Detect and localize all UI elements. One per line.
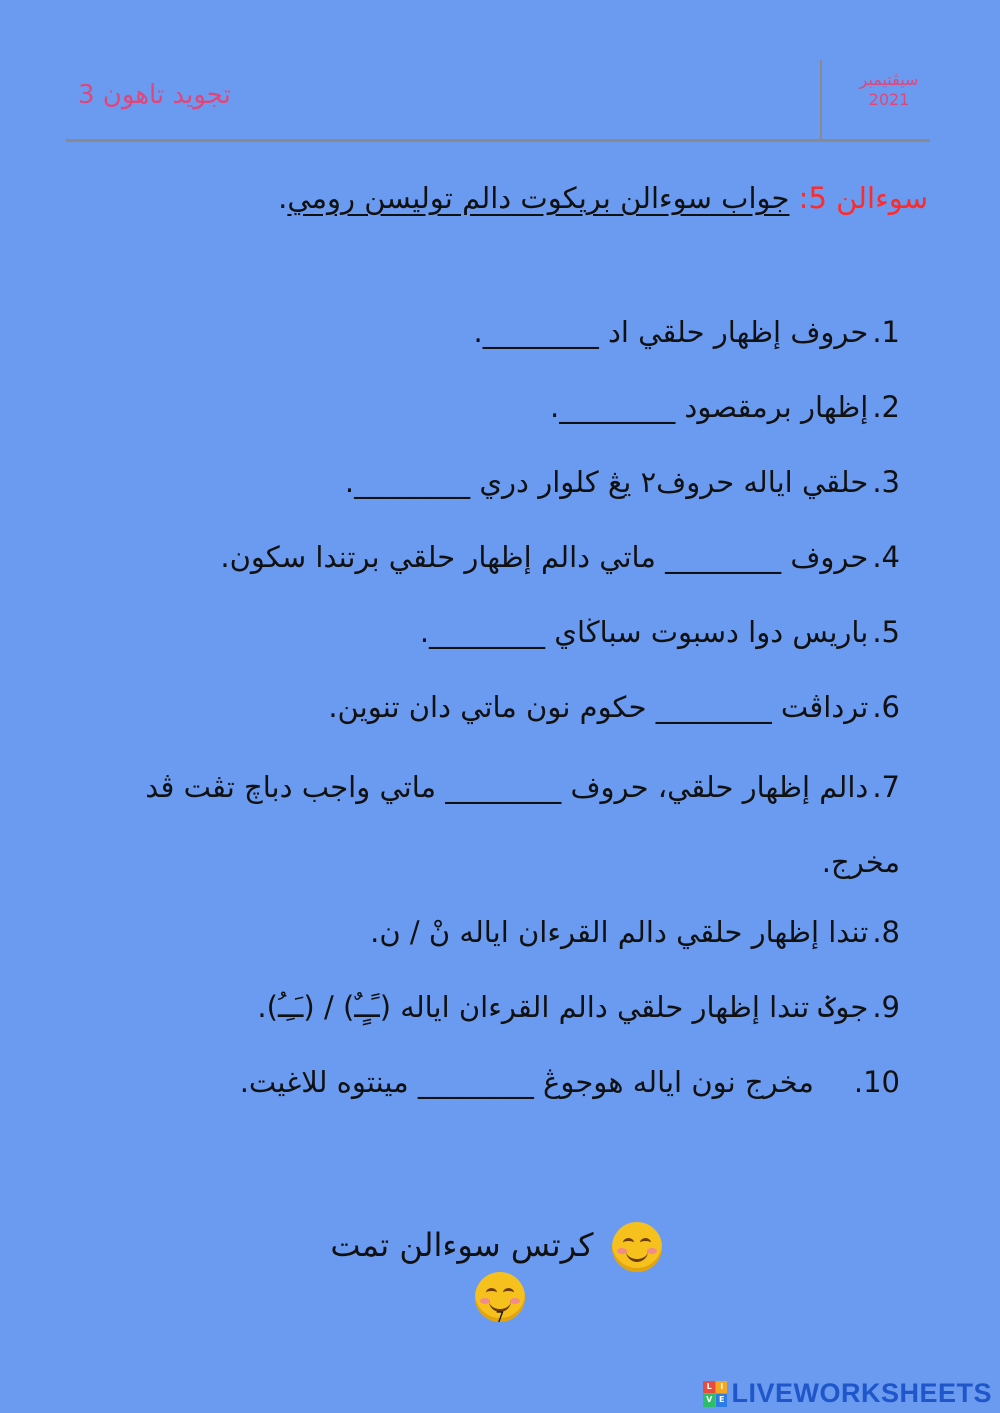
brand-name: LIVEWORKSHEETS xyxy=(731,1378,992,1408)
item-text: حروف ________ ماتي دالم إظهار حلقي برتندا سكون. xyxy=(220,540,869,574)
item-text: تندا إظهار حلقي دالم القرءان اياله نْ / ن. xyxy=(370,915,869,949)
item-text: إظهار برمقصود ________. xyxy=(550,390,869,424)
header-title: تجويد تاهون 3 xyxy=(78,80,231,110)
logo-letter: E xyxy=(716,1394,728,1407)
header-year: 2021 xyxy=(868,90,910,109)
list-item xyxy=(80,600,900,675)
item-text: ترداڤت ________ حكوم نون ماتي دان تنوين. xyxy=(328,690,869,724)
item-text: حلقي اياله حروف٢ يڠ كلوار دري ________. xyxy=(344,465,869,499)
logo-letter: V xyxy=(703,1394,715,1407)
logo-letter: I xyxy=(716,1381,728,1394)
header-divider-vertical xyxy=(820,60,822,140)
item-number: 3. xyxy=(872,465,900,499)
item-number: 10. xyxy=(853,1065,900,1099)
item-number: 5. xyxy=(872,615,900,649)
item-text: دالم إظهار حلقي، حروف ________ ماتي واجب دباچ تڤت ڤد مخرج. xyxy=(145,770,900,879)
footer-closing xyxy=(300,1222,700,1322)
item-number: 8. xyxy=(872,915,900,949)
header-divider-horizontal xyxy=(66,139,930,142)
item-number: 2. xyxy=(872,390,900,424)
item-number: 9. xyxy=(872,990,900,1024)
question-heading xyxy=(68,176,928,220)
list-item xyxy=(80,300,900,375)
page-number: 7 xyxy=(495,1310,505,1326)
question-text: جواب سوءالن بريكوت دالم توليسن رومي xyxy=(287,181,790,215)
item-text: باريس دوا دسبوت سباڬاي ________. xyxy=(419,615,869,649)
question-label: سوءالن 5: xyxy=(798,181,928,215)
list-item xyxy=(80,1050,900,1125)
list-item xyxy=(80,450,900,525)
logo-letter: L xyxy=(703,1381,715,1394)
item-text: مخرج نون اياله هوجوڠ ________ مينتوه للاغيت. xyxy=(239,1065,814,1099)
question-end: . xyxy=(278,181,288,215)
footer-text: كرتس سوءالن تمت xyxy=(330,1226,594,1264)
smiling-face-icon xyxy=(612,1222,662,1272)
item-number: 6. xyxy=(872,690,900,724)
question-list xyxy=(80,300,900,1125)
list-item xyxy=(80,750,900,900)
brand-logo-icon xyxy=(703,1381,727,1407)
list-item xyxy=(80,525,900,600)
list-item xyxy=(80,900,900,975)
list-item xyxy=(80,375,900,450)
brand-watermark[interactable] xyxy=(703,1378,992,1409)
item-number: 7. xyxy=(872,770,900,804)
list-item xyxy=(80,975,900,1050)
header-month: سيڤتيمبر xyxy=(859,70,919,89)
item-number: 4. xyxy=(872,540,900,574)
item-text: حروف إظهار حلقي اد ________. xyxy=(473,315,869,349)
header-date xyxy=(850,70,928,110)
list-item xyxy=(80,675,900,750)
item-number: 1. xyxy=(872,315,900,349)
item-text: جوݢ تندا إظهار حلقي دالم القرءان اياله (ـًـٍـٌ) / (ـَـِـُ). xyxy=(257,990,869,1024)
